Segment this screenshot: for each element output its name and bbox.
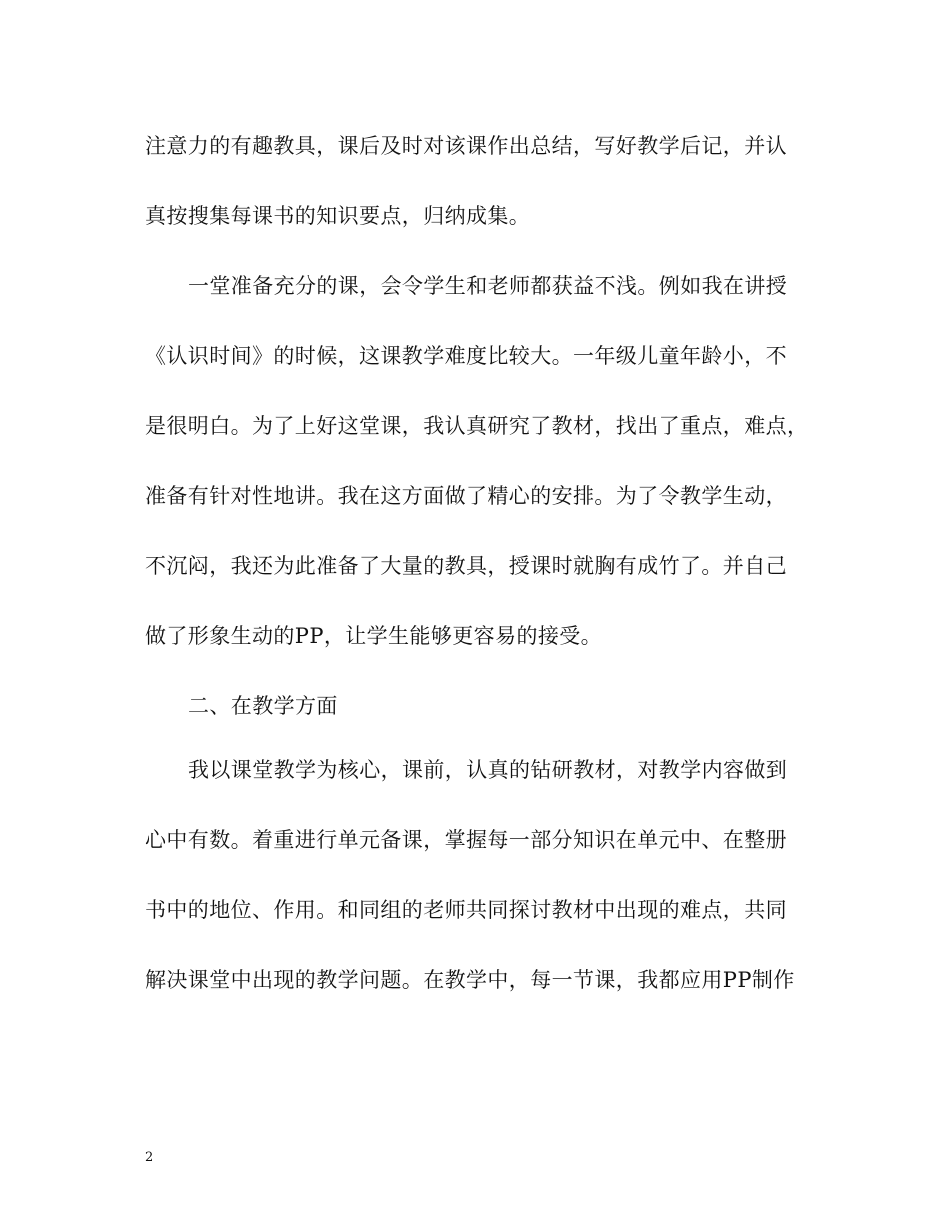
text-line: 不沉闷，我还为此准备了大量的教具，授课时就胸有成竹了。并自己 bbox=[145, 554, 787, 578]
text-line: 注意力的有趣教具，课后及时对该课作出总结，写好教学后记，并认 bbox=[145, 134, 787, 158]
paragraph-first-line: 一堂准备充分的课，会令学生和老师都获益不浅。例如我在讲授 bbox=[188, 274, 788, 298]
page-number: 2 bbox=[145, 1150, 154, 1165]
text-line: 真按搜集每课书的知识要点，归纳成集。 bbox=[145, 204, 531, 228]
section-heading: 二、在教学方面 bbox=[188, 694, 338, 718]
text-line: 《认识时间》的时候，这课教学难度比较大。一年级儿童年龄小，不 bbox=[145, 344, 787, 368]
paragraph-first-line: 我以课堂教学为核心，课前，认真的钻研教材，对教学内容做到 bbox=[188, 758, 788, 782]
text-line: 是很明白。为了上好这堂课，我认真研究了教材，找出了重点，难点， bbox=[145, 414, 809, 438]
text-line: 准备有针对性地讲。我在这方面做了精心的安排。为了令教学生动， bbox=[145, 484, 787, 508]
text-line: 心中有数。着重进行单元备课，掌握每一部分知识在单元中、在整册 bbox=[145, 828, 787, 852]
text-line: 书中的地位、作用。和同组的老师共同探讨教材中出现的难点，共同 bbox=[145, 898, 787, 922]
text-line: 做了形象生动的PP，让学生能够更容易的接受。 bbox=[145, 624, 603, 648]
text-line: 解决课堂中出现的教学问题。在教学中，每一节课，我都应用PP制作 bbox=[145, 968, 795, 992]
